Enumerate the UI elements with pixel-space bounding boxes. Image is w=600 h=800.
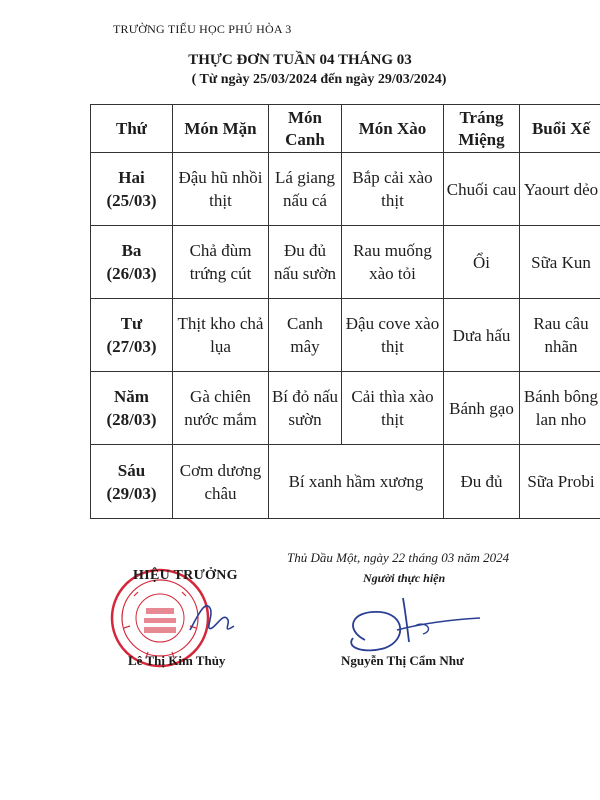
day-name: Năm	[114, 387, 149, 406]
table-row	[91, 299, 600, 372]
day-name: Sáu	[117, 460, 146, 480]
day-date: (26/03)	[106, 264, 157, 283]
buoi-xe-cell: Bánh bông lan nho	[520, 372, 600, 445]
canh-cell: Lá giang nấu cá	[269, 153, 342, 226]
header-cell-trang-mieng: Tráng Miệng	[444, 105, 520, 153]
header-cell-man: Món Mặn	[173, 105, 269, 153]
buoi-xe-cell: Sữa Kun	[520, 226, 600, 299]
trang-mieng-cell: Đu đủ	[444, 445, 520, 519]
school-name: TRƯỜNG TIỂU HỌC PHÚ HÒA 3	[113, 22, 292, 36]
canh-cell: Đu đủ nấu sườn	[269, 226, 342, 299]
menu-date-range: ( Từ ngày 25/03/2024 đến ngày 29/03/2024)	[191, 72, 447, 87]
header-cell-buoi-xe: Buổi Xế	[520, 105, 600, 153]
man-cell: Thịt kho chả lụa	[173, 299, 269, 372]
weekly-menu-table	[90, 104, 600, 519]
canh-cell: Canh mây	[269, 299, 342, 372]
trang-mieng-cell: Chuối cau	[444, 153, 520, 226]
table-row	[91, 226, 600, 299]
table-row	[91, 445, 600, 519]
menu-title: THỰC ĐƠN TUẦN 04 THÁNG 03	[188, 52, 412, 68]
trang-mieng-cell: Dưa hấu	[444, 299, 520, 372]
day-cell	[91, 372, 173, 445]
principal-title: HIỆU TRƯỞNG	[133, 568, 238, 583]
day-name: Hai	[118, 168, 145, 187]
table-row	[91, 372, 600, 445]
xao-cell: Cải thìa xào thịt	[342, 372, 444, 445]
day-name: Ba	[121, 241, 142, 260]
buoi-xe-cell: Sữa Probi	[520, 445, 600, 519]
day-date: (25/03)	[106, 191, 157, 210]
header-cell-xao: Món Xào	[342, 105, 444, 153]
buoi-xe-cell: Rau câu nhãn	[520, 299, 600, 372]
man-cell: Đậu hũ nhồi thịt	[173, 153, 269, 226]
table-header-row	[91, 105, 600, 153]
trang-mieng-cell: Ổi	[444, 226, 520, 299]
day-date: (28/03)	[106, 410, 157, 429]
man-cell: Chả đùm trứng cút	[173, 226, 269, 299]
day-cell	[91, 226, 173, 299]
performer-signature	[335, 590, 485, 660]
man-cell: Gà chiên nước mắm	[173, 372, 269, 445]
performer-name: Nguyễn Thị Cẩm Như	[341, 653, 464, 668]
buoi-xe-cell: Yaourt dẻo	[520, 153, 600, 226]
signing-date: Thủ Dầu Một, ngày 22 tháng 03 năm 2024	[287, 550, 510, 565]
day-date: (29/03)	[106, 483, 157, 503]
canh-xao-merged-cell: Bí xanh hầm xương	[269, 445, 444, 519]
day-cell	[91, 153, 173, 226]
principal-name: Lê Thị Kim Thủy	[128, 653, 226, 668]
day-name: Tư	[120, 314, 143, 333]
man-cell: Cơm dương châu	[173, 445, 269, 519]
trang-mieng-cell: Bánh gạo	[444, 372, 520, 445]
canh-cell: Bí đỏ nấu sườn	[269, 372, 342, 445]
xao-cell: Đậu cove xào thịt	[342, 299, 444, 372]
day-cell	[91, 445, 173, 519]
header-cell-day: Thứ	[91, 105, 173, 153]
xao-cell: Bắp cải xào thịt	[342, 153, 444, 226]
day-date: (27/03)	[106, 337, 157, 356]
day-cell	[91, 299, 173, 372]
xao-cell: Rau muống xào tỏi	[342, 226, 444, 299]
performer-title: Người thực hiện	[363, 571, 446, 585]
header-cell-canh: Món Canh	[269, 105, 342, 153]
table-row	[91, 153, 600, 226]
principal-signature	[180, 590, 240, 640]
